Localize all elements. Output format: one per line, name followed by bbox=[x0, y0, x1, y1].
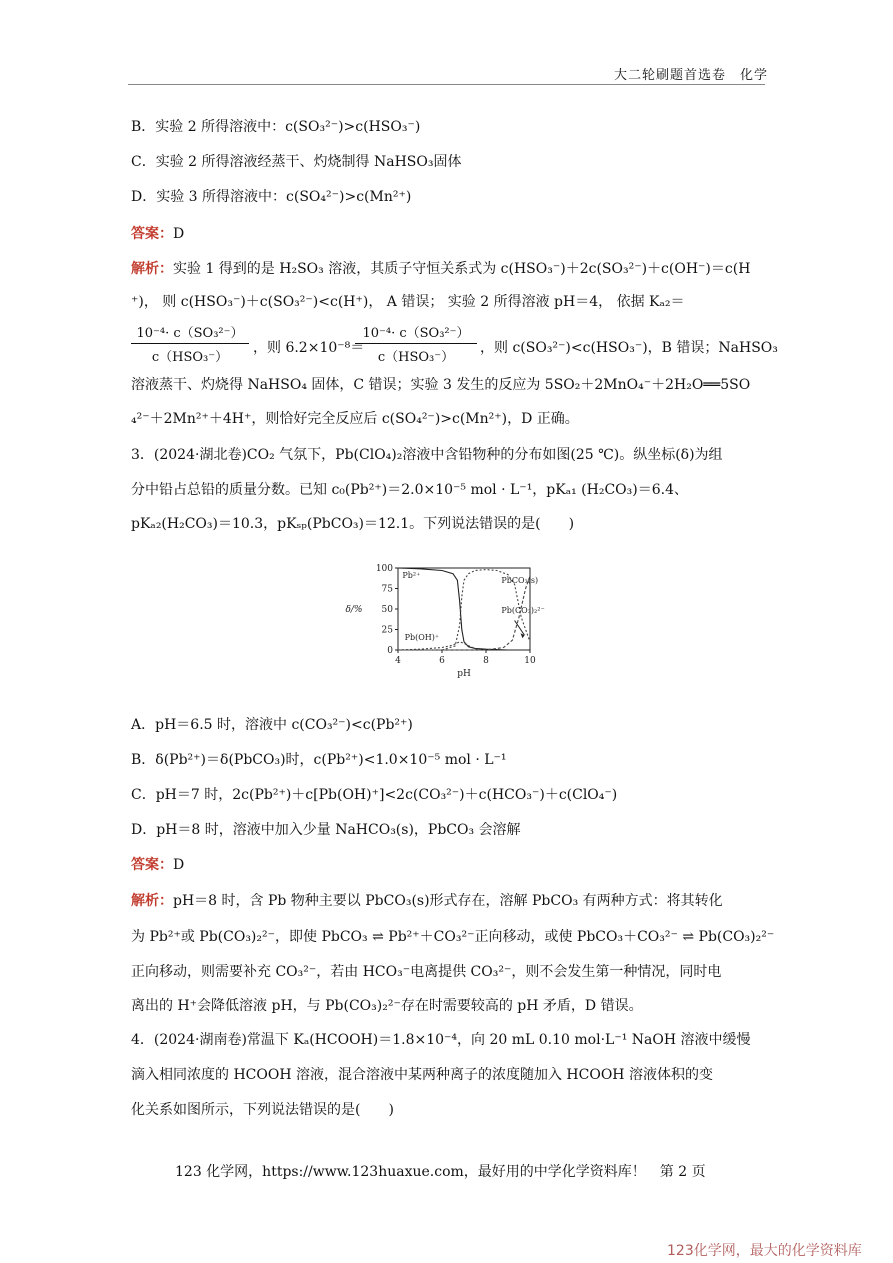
q3-option-a: A．pH＝6.5 时，溶液中 c(CO₃²⁻)<c(Pb²⁺) bbox=[131, 717, 413, 733]
y-tick-label: 100 bbox=[375, 564, 393, 574]
x-axis-label: pH bbox=[457, 669, 471, 679]
q3-explain-line-1 bbox=[131, 892, 723, 910]
fraction-bar bbox=[355, 343, 477, 344]
answer-label: 答案： bbox=[131, 857, 173, 873]
x-tick-label: 10 bbox=[524, 656, 536, 666]
q3-option-d: D．pH＝8 时，溶液中加入少量 NaHCO₃(s)，PbCO₃ 会溶解 bbox=[131, 822, 521, 838]
explain-text: 实验 1 得到的是 H₂SO₃ 溶液，其质子守恒关系式为 c(HSO₃⁻)＋2c(SO₃²⁻)＋c(OH⁻)＝c(H bbox=[173, 261, 751, 277]
series-label: Pb²⁺ bbox=[402, 570, 421, 580]
answer-value: D bbox=[173, 857, 185, 873]
q4-stem-line-2: 滴入相同浓度的 HCOOH 溶液，混合溶液中某两种离子的浓度随加入 HCOOH 溶液体积的变 bbox=[131, 1067, 713, 1083]
fraction-denominator: c（HSO₃⁻） bbox=[377, 350, 455, 365]
q3-answer-line bbox=[131, 856, 184, 874]
q2-explain-line-2: ⁺)， 则 c(HSO₃⁻)＋c(SO₃²⁻)<c(H⁺)， A 错误； 实验 2 所得溶液 pH＝4， 依据 Kₐ₂＝ bbox=[131, 294, 685, 310]
q2-explain-line-4: 溶液蒸干、灼烧得 NaHSO₄ 固体，C 错误；实验 3 发生的反应为 5SO₂＋2MnO₄⁻＋2H₂O══5SO bbox=[131, 377, 751, 393]
y-tick-label: 25 bbox=[381, 625, 393, 636]
series-label: Pb(OH)⁺ bbox=[404, 633, 440, 643]
distribution-chart bbox=[340, 560, 560, 685]
q3-option-c: C．pH＝7 时，2c(Pb²⁺)＋c[Pb(OH)⁺]<2c(CO₃²⁻)＋c(HCO₃⁻)＋c(ClO₄⁻) bbox=[131, 787, 618, 803]
y-axis-label: δ/% bbox=[345, 605, 363, 615]
q2-fraction-2 bbox=[355, 322, 477, 365]
page-footer: 123 化学网，https://www.123huaxue.com，最好用的中学化学资料库！ 第 2 页 bbox=[175, 1164, 706, 1180]
x-tick-label: 6 bbox=[439, 656, 445, 666]
y-tick-label: 75 bbox=[381, 584, 393, 595]
y-tick-label: 50 bbox=[381, 605, 393, 615]
explain-text: pH＝8 时，含 Pb 物种主要以 PbCO₃(s)形式存在，溶解 PbCO₃ 有两种方式：将其转化 bbox=[173, 893, 723, 909]
q2-option-d: D．实验 3 所得溶液中：c(SO₄²⁻)>c(Mn²⁺) bbox=[131, 189, 412, 205]
series-line bbox=[398, 642, 486, 650]
answer-label: 答案： bbox=[131, 226, 173, 242]
q2-option-b: B．实验 2 所得溶液中：c(SO₃²⁻)>c(HSO₃⁻) bbox=[131, 119, 421, 135]
explain-label: 解析： bbox=[131, 261, 173, 277]
q3-explain-line-4: 离出的 H⁺会降低溶液 pH，与 Pb(CO₃)₂²⁻存在时需要较高的 pH 矛盾，D 错误。 bbox=[131, 998, 643, 1014]
page-header-title: 大二轮刷题首选卷 化学 bbox=[614, 68, 769, 83]
watermark: 123化学网，最大的化学资料库 bbox=[667, 1243, 862, 1259]
header-rule bbox=[128, 84, 765, 85]
series-label: PbCO₃(s) bbox=[501, 575, 539, 585]
series-label: Pb(CO₃)₂²⁻ bbox=[501, 606, 545, 616]
q3-stem-line-2: 分中铅占总铅的质量分数。已知 c₀(Pb²⁺)＝2.0×10⁻⁵ mol · L⁻¹，pKₐ₁ (H₂CO₃)＝6.4、 bbox=[131, 482, 688, 498]
q3-option-b: B．δ(Pb²⁺)＝δ(PbCO₃)时，c(Pb²⁺)<1.0×10⁻⁵ mol · L⁻¹ bbox=[131, 752, 507, 768]
q2-explain-line-3b: ，则 c(SO₃²⁻)<c(HSO₃⁻)，B 错误；NaHSO₃ bbox=[480, 340, 778, 356]
explain-label: 解析： bbox=[131, 893, 173, 909]
q3-explain-line-2: 为 Pb²⁺或 Pb(CO₃)₂²⁻，即使 PbCO₃ ⇌ Pb²⁺＋CO₃²⁻正向移动，或使 PbCO₃＋CO₃²⁻ ⇌ Pb(CO₃)₂²⁻ bbox=[131, 929, 775, 945]
q3-stem-line-1: 3．(2024·湖北卷)CO₂ 气氛下，Pb(ClO₄)₂溶液中含铅物种的分布如图(25 ℃)。纵坐标(δ)为组 bbox=[131, 447, 723, 463]
x-tick-label: 4 bbox=[395, 656, 401, 666]
q4-stem-line-3: 化关系如图所示，下列说法错误的是( ) bbox=[131, 1102, 394, 1118]
q2-explain-line-5: ₄²⁻＋2Mn²⁺＋4H⁺，则恰好完全反应后 c(SO₄²⁻)>c(Mn²⁺)，D 正确。 bbox=[131, 411, 579, 427]
q3-stem-line-3: pKₐ₂(H₂CO₃)＝10.3，pKₛₚ(PbCO₃)＝12.1。下列说法错误的是( ) bbox=[131, 516, 575, 532]
q2-explain-line-3a: ，则 6.2×10⁻⁸＝ bbox=[253, 340, 365, 356]
fraction-numerator: 10⁻⁴· c（SO₃²⁻） bbox=[136, 326, 244, 341]
q2-explain-line-1 bbox=[131, 260, 750, 278]
answer-value: D bbox=[173, 226, 185, 242]
q2-answer-line bbox=[131, 225, 184, 243]
y-tick-label: 0 bbox=[387, 646, 393, 656]
fraction-denominator: c（HSO₃⁻） bbox=[151, 350, 229, 365]
fraction-numerator: 10⁻⁴· c（SO₃²⁻） bbox=[362, 326, 470, 341]
fraction-bar bbox=[131, 343, 249, 344]
q4-stem-line-1: 4．(2024·湖南卷)常温下 Kₐ(HCOOH)＝1.8×10⁻⁴，向 20 mL 0.10 mol·L⁻¹ NaOH 溶液中缓慢 bbox=[131, 1032, 751, 1048]
x-tick-label: 8 bbox=[483, 656, 489, 666]
q2-fraction-1 bbox=[131, 322, 249, 365]
q3-explain-line-3: 正向移动，则需要补充 CO₃²⁻，若由 HCO₃⁻电离提供 CO₃²⁻，则不会发生第一种情况，同时电 bbox=[131, 964, 722, 980]
q2-option-c: C．实验 2 所得溶液经蒸干、灼烧制得 NaHSO₃固体 bbox=[131, 154, 462, 170]
